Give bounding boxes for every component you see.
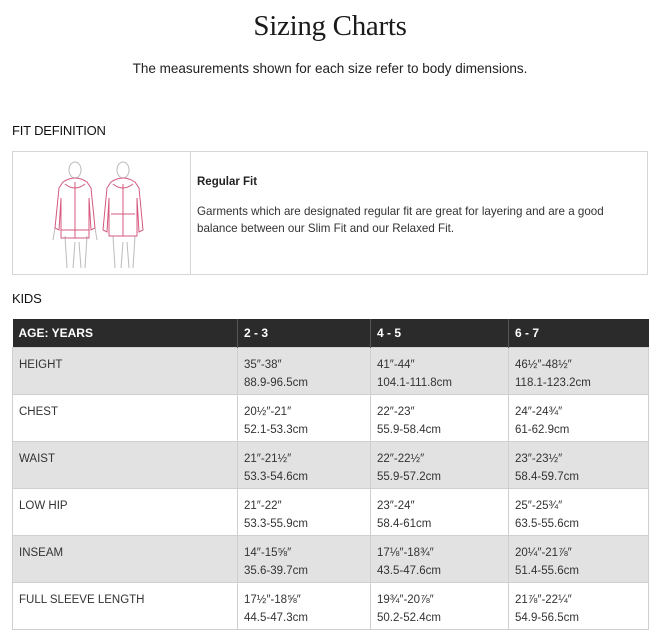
size-cell [238, 394, 371, 441]
cm-value: 58.4-59.7cm [515, 470, 579, 483]
inches-value: 25″-25¾″ [515, 499, 563, 512]
kids-heading: KIDS [12, 291, 42, 306]
inches-value: 41″-44″ [377, 358, 415, 371]
size-cell [371, 394, 509, 441]
table-row [13, 347, 649, 394]
size-cell [238, 535, 371, 582]
column-header: AGE: YEARS [13, 319, 238, 347]
inches-value: 17⅛″-18¾″ [377, 546, 434, 559]
size-cell [509, 441, 649, 488]
cm-value: 104.1-111.8cm [377, 376, 453, 389]
table-header-row [13, 319, 649, 347]
size-cell [371, 535, 509, 582]
column-header: 6 - 7 [509, 319, 649, 347]
cm-value: 52.1-53.3cm [244, 423, 308, 436]
inches-value: 23″-23½″ [515, 452, 563, 465]
table-row [13, 488, 649, 535]
cm-value: 61-62.9cm [515, 423, 570, 436]
size-cell [509, 394, 649, 441]
size-cell [371, 347, 509, 394]
cm-value: 51.4-55.6cm [515, 564, 579, 577]
size-cell [238, 347, 371, 394]
table-row [13, 582, 649, 629]
inches-value: 20¼″-21⅞″ [515, 546, 572, 559]
cm-value: 55.9-57.2cm [377, 470, 441, 483]
row-label: CHEST [13, 394, 238, 441]
size-cell [509, 535, 649, 582]
cm-value: 88.9-96.5cm [244, 376, 308, 389]
inches-value: 21″-21½″ [244, 452, 292, 465]
fit-name: Regular Fit [197, 176, 258, 188]
cm-value: 44.5-47.3cm [244, 611, 308, 624]
fit-description: Garments which are designated regular fit are great for layering and are a good balance between our Slim Fit and our Relaxed Fit. [197, 205, 604, 235]
inches-value: 35″-38″ [244, 358, 282, 371]
table-row [13, 394, 649, 441]
inches-value: 46½″-48½″ [515, 358, 572, 371]
row-label: FULL SLEEVE LENGTH [13, 582, 238, 629]
cm-value: 118.1-123.2cm [515, 376, 591, 389]
row-label: HEIGHT [13, 347, 238, 394]
inches-value: 20½″-21″ [244, 405, 292, 418]
column-header: 2 - 3 [238, 319, 371, 347]
inches-value: 23″-24″ [377, 499, 415, 512]
fit-illustration-cell [13, 152, 191, 274]
page-subtitle: The measurements shown for each size refer to body dimensions. [132, 61, 528, 76]
row-label: WAIST [13, 441, 238, 488]
column-header: 4 - 5 [371, 319, 509, 347]
fit-text-cell [191, 152, 647, 274]
inches-value: 22″-22½″ [377, 452, 425, 465]
inches-value: 22″-23″ [377, 405, 415, 418]
cm-value: 58.4-61cm [377, 517, 432, 530]
cm-value: 43.5-47.6cm [377, 564, 441, 577]
size-cell [371, 441, 509, 488]
kids-size-table [12, 319, 649, 630]
cm-value: 35.6-39.7cm [244, 564, 308, 577]
inches-value: 21″-22″ [244, 499, 282, 512]
cm-value: 55.9-58.4cm [377, 423, 441, 436]
size-cell [238, 441, 371, 488]
inches-value: 19¾″-20⅞″ [377, 593, 434, 606]
size-cell [371, 488, 509, 535]
table-row [13, 535, 649, 582]
fit-definition-box [12, 151, 648, 275]
cm-value: 53.3-55.9cm [244, 517, 308, 530]
size-cell [509, 582, 649, 629]
row-label: INSEAM [13, 535, 238, 582]
fit-definition-heading: FIT DEFINITION [12, 123, 106, 138]
size-cell [238, 582, 371, 629]
inches-value: 21⅞″-22¼″ [515, 593, 572, 606]
regular-fit-jackets-illustration [51, 158, 151, 270]
table-row [13, 441, 649, 488]
size-cell [371, 582, 509, 629]
cm-value: 63.5-55.6cm [515, 517, 579, 530]
cm-value: 54.9-56.5cm [515, 611, 579, 624]
size-cell [509, 488, 649, 535]
cm-value: 50.2-52.4cm [377, 611, 441, 624]
page-title: Sizing Charts [253, 10, 407, 42]
inches-value: 14″-15⅝″ [244, 546, 292, 559]
inches-value: 24″-24¾″ [515, 405, 563, 418]
size-cell [238, 488, 371, 535]
row-label: LOW HIP [13, 488, 238, 535]
cm-value: 53.3-54.6cm [244, 470, 308, 483]
size-cell [509, 347, 649, 394]
inches-value: 17½″-18⅝″ [244, 593, 301, 606]
